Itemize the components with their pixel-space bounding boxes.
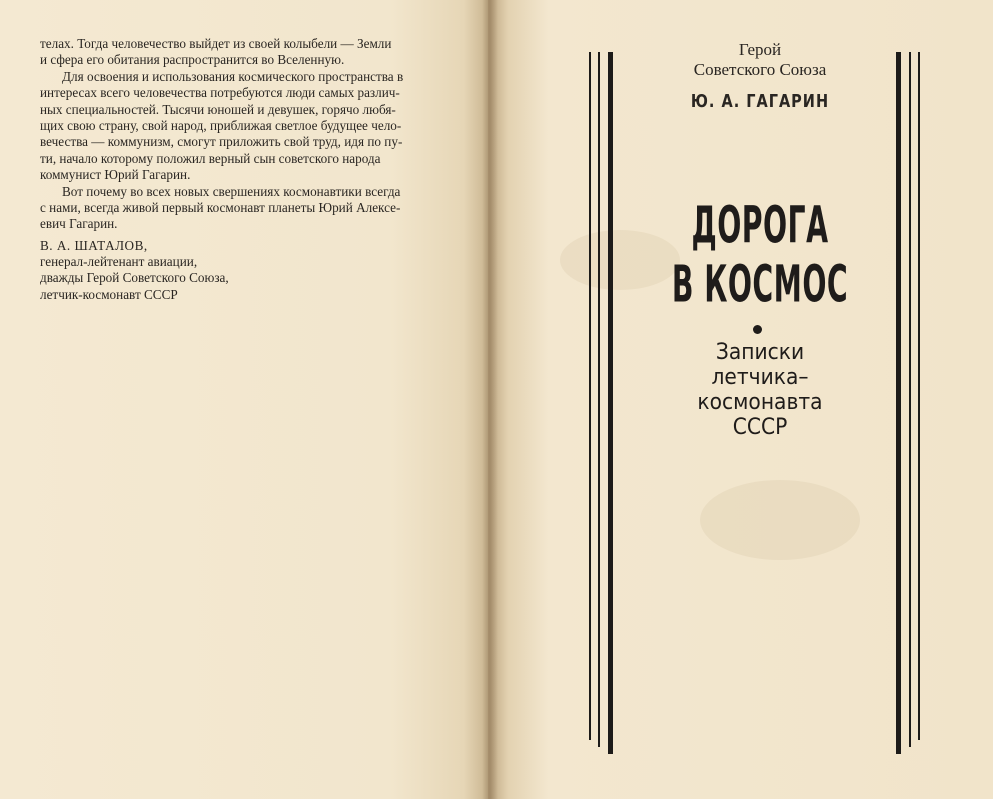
signature-line: дважды Герой Советского Союза,: [40, 270, 229, 286]
text-line: телах. Тогда человечество выйдет из своей колыбели — Земли: [40, 36, 392, 51]
title-page-header: [630, 40, 890, 110]
hero-title-line: Советского Союза: [693, 60, 827, 79]
subtitle-line: СССР: [732, 415, 788, 440]
text-line: коммунист Юрий Гагарин.: [40, 167, 191, 183]
text-line: ных специальностей. Тысячи юношей и девушек, горячо любя-: [40, 101, 396, 117]
text-line: ти, начало которому положил верный сын советского народа: [40, 150, 381, 166]
hero-title: [630, 40, 890, 80]
preface-signature: [40, 238, 400, 303]
text-line: щих свою страну, свой народ, приближая светлое будущее чело-: [40, 118, 402, 134]
book-gutter: [482, 0, 498, 799]
paper-stain: [700, 480, 860, 560]
text-line: Для освоения и использования космического пространства в: [62, 68, 404, 84]
decorative-rule-right-thin: [918, 52, 920, 740]
hero-title-line: Герой: [738, 40, 782, 59]
paragraph-3: [40, 184, 470, 233]
author-name: Ю. А. ГАГАРИН: [690, 92, 830, 112]
decorative-rule-right-middle: [909, 52, 911, 747]
subtitle-line: космонавта: [697, 390, 823, 415]
text-line: вечества — коммунизм, смогут приложить свой труд, идя по пу-: [40, 134, 403, 150]
decorative-rule-left-middle: [598, 52, 600, 747]
book-subtitle: [640, 340, 879, 440]
paragraph-2: [40, 69, 470, 184]
text-line: евич Гагарин.: [40, 216, 118, 232]
text-line: интересах всего человечества потребуются люди самых различ-: [40, 85, 400, 101]
book-title-line: В КОСМОС: [671, 253, 849, 314]
signature-line: генерал-лейтенант авиации,: [40, 254, 198, 270]
decorative-rule-left-thick: [608, 52, 613, 754]
bullet-dot: [753, 325, 762, 334]
signature-line: летчик-космонавт СССР: [40, 286, 178, 302]
preface-text: [40, 36, 470, 233]
book-title: [648, 196, 872, 314]
text-line: Вот почему во всех новых свершениях космонавтики всегда: [62, 183, 401, 199]
signature-name: В. А. ШАТАЛОВ,: [40, 238, 148, 253]
text-line: и сфера его обитания распространится во Вселенную.: [40, 52, 345, 68]
paragraph-1: [40, 36, 470, 69]
subtitle-line: летчика–: [711, 365, 809, 390]
book-title-line: ДОРОГА: [691, 194, 829, 255]
text-line: с нами, всегда живой первый космонавт планеты Юрий Алексе-: [40, 200, 401, 216]
subtitle-line: Записки: [715, 340, 805, 365]
decorative-rule-right-thick: [896, 52, 901, 754]
decorative-rule-left-thin: [589, 52, 591, 740]
